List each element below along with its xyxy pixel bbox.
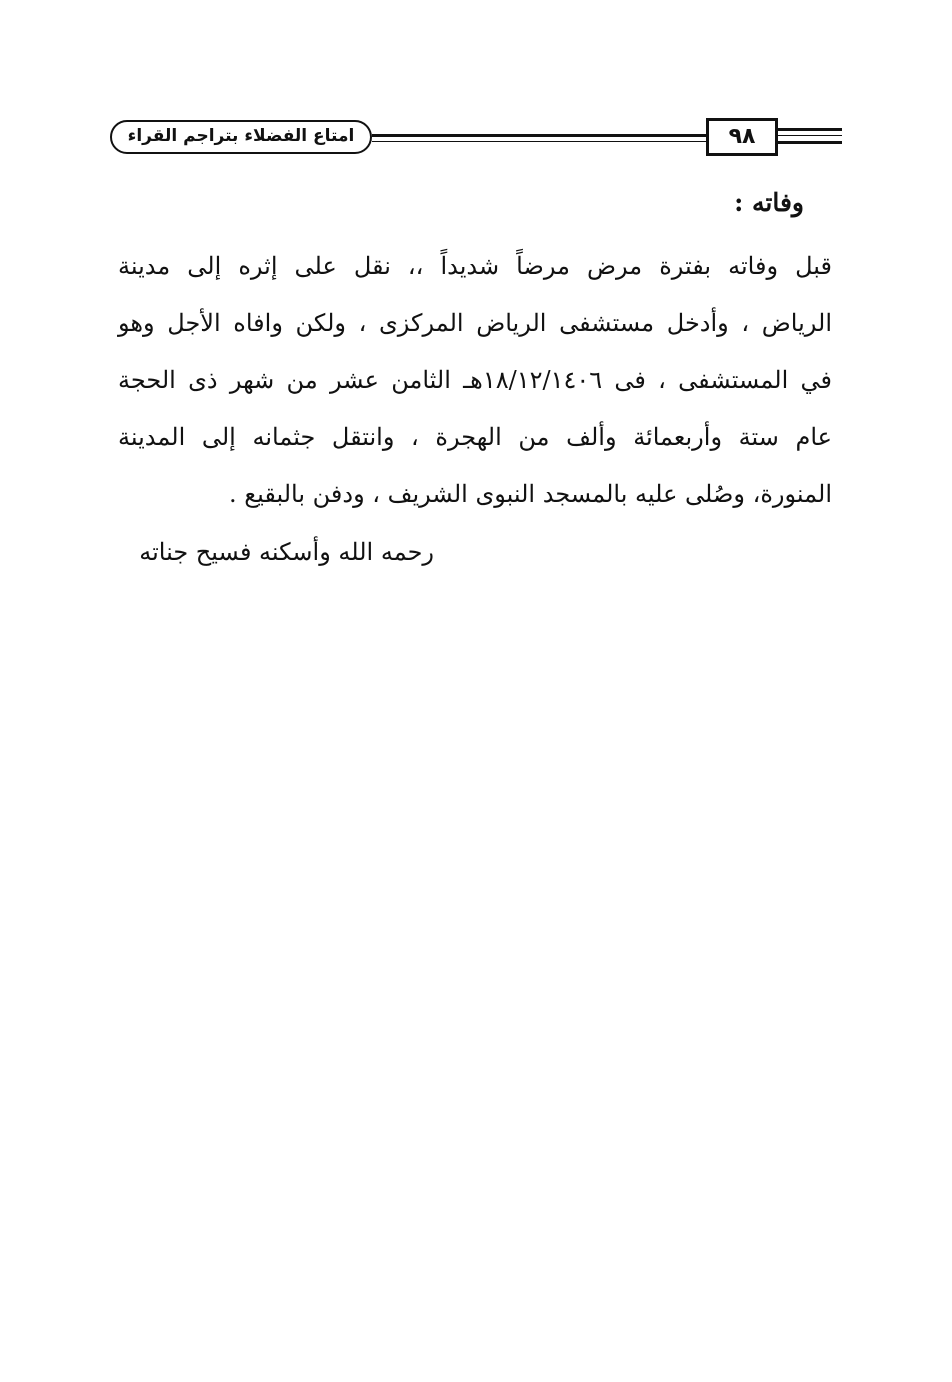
body-line: المنورة، وصُلى عليه بالمسجد النبوى الشريف ، ودفن بالبقيع . — [229, 480, 832, 508]
body-line: الرياض ، وأدخل مستشفى الرياض المركزى ، ولكن وافاه الأجل وهو — [118, 309, 832, 337]
closing-prayer: رحمه الله وأسكنه فسيح جناته — [139, 538, 434, 566]
page-number: ٩٨ — [706, 118, 778, 156]
running-header — [110, 116, 842, 162]
header-rule-left — [372, 134, 706, 137]
header-rule-right — [778, 128, 842, 131]
header-rule-left-thin — [372, 141, 706, 142]
book-title-cartouche: امتاع الفضلاء بتراجم القراء — [110, 120, 372, 154]
body-line: في المستشفى ، فى ١٨/١٢/١٤٠٦هـ الثامن عشر من شهر ذى الحجة — [118, 366, 832, 394]
body-paragraph — [118, 238, 832, 523]
header-rule-right-thin — [778, 135, 842, 136]
section-heading: وفاته : — [734, 188, 804, 217]
header-rule-right-lower — [778, 141, 842, 144]
body-line: قبل وفاته بفترة مرض مرضاً شديداً ،، نقل على إثره إلى مدينة — [118, 252, 833, 280]
body-line: عام ستة وأربعمائة وألف من الهجرة ، وانتقل جثمانه إلى المدينة — [118, 423, 832, 451]
